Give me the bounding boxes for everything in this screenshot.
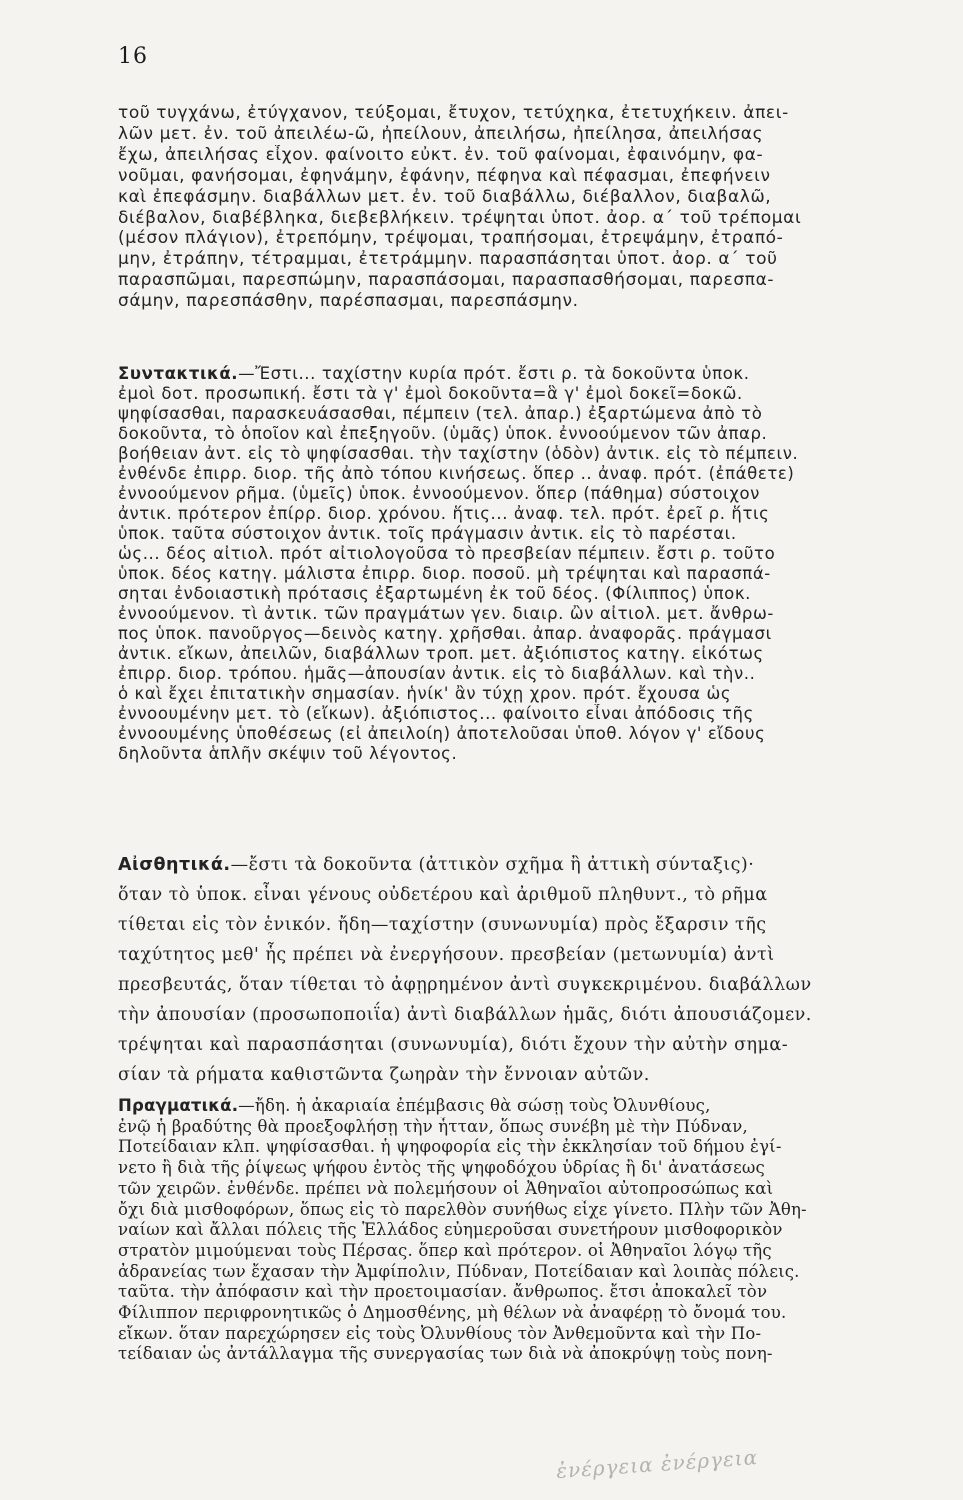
factual-line-8: ἀδρανείας των ἔχασαν τὴν Ἀμφίπολιν, Πύδναν, Ποτείδαιαν καὶ λοιπὰς πόλεις. [118, 1261, 800, 1281]
syntax-line-14: ἀντικ. εἴκων, ἀπειλῶν, διαβάλλων τροπ. μετ. ἀξιόπιστος κατηγ. εἰκότως [118, 644, 764, 663]
vocab-line-7: μην, ἐτράπην, τέτραμμαι, ἐτετράμμην. παρασπάσηται ὑποτ. ἀορ. α΄ τοῦ [118, 249, 778, 270]
vocab-line-3: νοῦμαι, φανήσομαι, ἐφηνάμην, ἐφάνην, πέφηνα καὶ πέφασμαι, ἐπεφήνειν [118, 165, 771, 186]
syntax-first-line [118, 364, 918, 384]
aesthetic-heading: Αἰσθητικά. [118, 855, 231, 875]
vocab-line-6: (μέσον πλάγιον), ἐτρεπόμην, τρέψομαι, τραπήσομαι, ἐτρεψάμην, ἐτραπό- [118, 228, 784, 249]
aesthetic-line-7: σίαν τὰ ρήματα καθιστῶντα ζωηρὰν τὴν ἔννοιαν αὐτῶν. [118, 1065, 650, 1085]
aesthetic-first-line [118, 850, 918, 880]
syntax-line-18: ἐννοουμένης ὑποθέσεως (εἰ ἀπειλοίη) ἀποτελοῦσαι ὑποθ. λόγον γ' εἴδους [118, 724, 766, 743]
syntax-line-19: δηλοῦντα ἁπλῆν σκέψιν τοῦ λέγοντος. [118, 744, 458, 763]
vocab-line-0: τοῦ τυγχάνω, ἐτύγχανον, τεύξομαι, ἔτυχον, τετύχηκα, ἐτετυχήκειν. ἀπει- [118, 103, 789, 123]
vocab-line-5: διέβαλον, διαβέβληκα, διεβεβλήκειν. τρέψηται ὑποτ. ἀορ. α΄ τοῦ τρέπομαι [118, 207, 802, 228]
factual-line-1: ἐνῷ ἡ βραδύτης θὰ προεξοφλήσῃ τὴν ἧτταν, ὅπως συνέβη μὲ τὴν Πύδναν, [118, 1116, 748, 1136]
syntax-line-2: ψηφίσασθαι, παρασκευάσασθαι, πέμπειν (τελ. ἀπαρ.) ἐξαρτώμενα ἀπὸ τὸ [118, 404, 763, 423]
syntax-line-3: δοκοῦντα, τὸ ὁποῖον καὶ ἐπεξηγοῦν. (ὑμᾶς) ὑποκ. ἐννοούμενον τῶν ἀπαρ. [118, 424, 768, 443]
syntax-line-15: ἐπιρρ. διορ. τρόπου. ἡμᾶς—ἀπουσίαν ἀντικ. εἰς τὸ διαβάλλων. καὶ τὴν.. [118, 664, 756, 683]
factual-line-0: —ἤδη. ἡ ἀκαριαία ἐπέμβασις θὰ σώσῃ τοὺς Ὀλυνθίους, [238, 1096, 711, 1115]
factual-line-11: εἴκων. ὅταν παρεχώρησεν εἰς τοὺς Ὀλυνθίους τὸν Ἀνθεμοῦντα καὶ τὴν Πο- [118, 1323, 762, 1343]
vocab-line-1: λῶν μετ. ἐν. τοῦ ἀπειλέω-ῶ, ἠπείλουν, ἀπειλήσω, ἠπείλησα, ἀπειλήσας [118, 123, 764, 144]
syntax-line-13: πος ὑποκ. πανοῦργος—δεινὸς κατηγ. χρῆσθαι. ἀπαρ. ἀναφορᾶς. πράγμασι [118, 624, 772, 643]
aesthetic-line-6: τρέψηται καὶ παρασπάσηται (συνωνυμία), διότι ἔχουν τὴν αὐτὴν σημα- [118, 1035, 789, 1055]
syntax-line-12: ἐννοούμενον. τὶ ἀντικ. τῶν πραγμάτων γεν. διαιρ. ὢν αἰτιολ. μετ. ἄνθρω- [118, 604, 774, 623]
vocabulary-paragraph [118, 103, 918, 312]
syntax-section [118, 364, 918, 764]
syntax-line-6: ἐννοούμενον ρῆμα. (ὑμεῖς) ὑποκ. ἐννοούμενον. ὅπερ (πάθημα) σύστοιχον [118, 484, 760, 503]
syntax-line-16: ὁ καὶ ἔχει ἐπιτατικὴν σημασίαν. ἡνίκ' ἂν τύχῃ χρον. πρότ. ἔχουσα ὡς [118, 684, 732, 703]
syntax-line-0: —Ἔστι... ταχίστην κυρία πρότ. ἔστι ρ. τὰ δοκοῦντα ὑποκ. [238, 364, 750, 383]
syntax-line-10: ὑποκ. δέος κατηγ. μάλιστα ἐπιρρ. διορ. ποσοῦ. μὴ τρέψηται καὶ παρασπά- [118, 564, 771, 583]
aesthetic-line-3: ταχύτητος μεθ' ἧς πρέπει νὰ ἐνεργήσουν. πρεσβείαν (μετωνυμία) ἀντὶ [118, 945, 775, 965]
factual-line-7: στρατὸν μιμούμεναι τοὺς Πέρσας. ὅπερ καὶ πρότερον. οἱ Ἀθηναῖοι λόγῳ τῆς [118, 1240, 772, 1260]
factual-line-3: νετο ἢ διὰ τῆς ῥίψεως ψήφου ἐντὸς τῆς ψηφοδόχου ὑδρίας ἢ δι' ἀνατάσεως [118, 1158, 765, 1178]
syntax-line-11: σηται ἐνδοιαστικὴ πρότασις ἐξαρτωμένη ἐκ τοῦ δέος. (Φίλιππος) ὑποκ. [118, 584, 751, 603]
syntax-line-5: ἐνθένδε ἐπιρρ. διορ. τῆς ἀπὸ τόπου κινήσεως. ὅπερ .. ἀναφ. πρότ. (ἐπάθετε) [118, 464, 795, 483]
aesthetic-line-4: πρεσβευτάς, ὅταν τίθεται τὸ ἀφῃρημένον ἀντὶ συγκεκριμένου. διαβάλλων [118, 975, 812, 995]
syntax-heading: Συντακτικά. [118, 364, 239, 383]
factual-heading: Πραγματικά. [118, 1096, 239, 1115]
vocab-line-2: ἔχω, ἀπειλήσας εἶχον. φαίνοιτο εὐκτ. ἐν. τοῦ φαίνομαι, ἐφαινόμην, φα- [118, 144, 764, 165]
vocab-line-8: παρασπῶμαι, παρεσπώμην, παρασπάσομαι, παρασπασθήσομαι, παρεσπα- [118, 270, 775, 291]
aesthetic-line-1: ὅταν τὸ ὑποκ. εἶναι γένους οὐδετέρου καὶ ἀριθμοῦ πληθυντ., τὸ ρῆμα [118, 885, 768, 905]
factual-line-5: ὄχι διὰ μισθοφόρων, ὅπως εἰς τὸ παρελθὸν συνήθως εἶχε γίνετο. Πλὴν τῶν Ἀθη- [118, 1199, 807, 1219]
syntax-line-4: βοήθειαν ἀντ. εἰς τὸ ψηφίσασθαι. τὴν ταχίστην (ὁδὸν) ἀντικ. εἰς τὸ πέμπειν. [118, 444, 799, 463]
vocab-line-4: καὶ ἐπεφάσμην. διαβάλλων μετ. ἐν. τοῦ διαβάλλω, διέβαλλον, διαβαλῶ, [118, 186, 772, 207]
factual-section [118, 1096, 918, 1365]
factual-line-9: ταῦτα. τὴν ἀπόφασιν καὶ τὴν προετοιμασίαν. ἄνθρωπος. ἔτσι ἀποκαλεῖ τὸν [118, 1282, 768, 1302]
syntax-line-7: ἀντικ. πρότερον ἐπίρρ. διορ. χρόνου. ἥτις... ἀναφ. τελ. πρότ. ἐρεῖ ρ. ἥτις [118, 504, 770, 523]
factual-line-2: Ποτείδαιαν κλπ. ψηφίσασθαι. ἡ ψηφοφορία εἰς τὴν ἐκκλησίαν τοῦ δήμου ἐγί- [118, 1137, 782, 1157]
factual-line-10: Φίλιππον περιφρονητικῶς ὁ Δημοσθένης, μὴ θέλων νὰ ἀναφέρῃ τὸ ὄνομά του. [118, 1303, 787, 1323]
aesthetic-section [118, 850, 918, 1090]
vocab-line-9: σάμην, παρεσπάσθην, παρέσπασμαι, παρεσπάσμην. [118, 291, 579, 312]
syntax-line-9: ὡς... δέος αἰτιολ. πρότ αἰτιολογοῦσα τὸ πρεσβείαν πέμπειν. ἔστι ρ. τοῦτο [118, 544, 776, 563]
syntax-line-8: ὑποκ. ταῦτα σύστοιχον ἀντικ. τοῖς πράγμασιν ἀντικ. εἰς τὸ παρέσται. [118, 524, 737, 543]
page-number: 16 [118, 44, 148, 69]
factual-line-12: τείδαιαν ὡς ἀντάλλαγμα τῆς συνεργασίας των διὰ νὰ ἀποκρύψῃ τοὺς πονη- [118, 1344, 773, 1364]
aesthetic-line-0: —ἔστι τὰ δοκοῦντα (ἀττικὸν σχῆμα ἢ ἀττικὴ σύνταξις)· [230, 855, 755, 875]
factual-line-6: ναίων καὶ ἄλλαι πόλεις τῆς Ἑλλάδος εὐημεροῦσαι συνετήρουν μισθοφορικὸν [118, 1220, 783, 1240]
aesthetic-line-5: τὴν ἀπουσίαν (προσωποποιΐα) ἀντὶ διαβάλλων ἡμᾶς, διότι ἀπουσιάζομεν. [118, 1005, 812, 1025]
factual-first-line [118, 1096, 918, 1117]
factual-line-4: τῶν χειρῶν. ἐνθένδε. πρέπει νὰ πολεμήσουν οἱ Ἀθηναῖοι αὐτοπροσώπως καὶ [118, 1178, 774, 1198]
margin-handwriting: ἐνέργεια ἐνέργεια [555, 1444, 759, 1484]
syntax-line-17: ἐννοουμένην μετ. τὸ (εἴκων). ἀξιόπιστος... φαίνοιτο εἶναι ἀπόδοσις τῆς [118, 704, 754, 723]
syntax-line-1: ἐμοὶ δοτ. προσωπική. ἔστι τὰ γ' ἐμοὶ δοκοῦντα=ἃ γ' ἐμοὶ δοκεῖ=δοκῶ. [118, 384, 743, 403]
aesthetic-line-2: τίθεται εἰς τὸν ἑνικόν. ἤδη—ταχίστην (συνωνυμία) πρὸς ἔξαρσιν τῆς [118, 915, 767, 935]
